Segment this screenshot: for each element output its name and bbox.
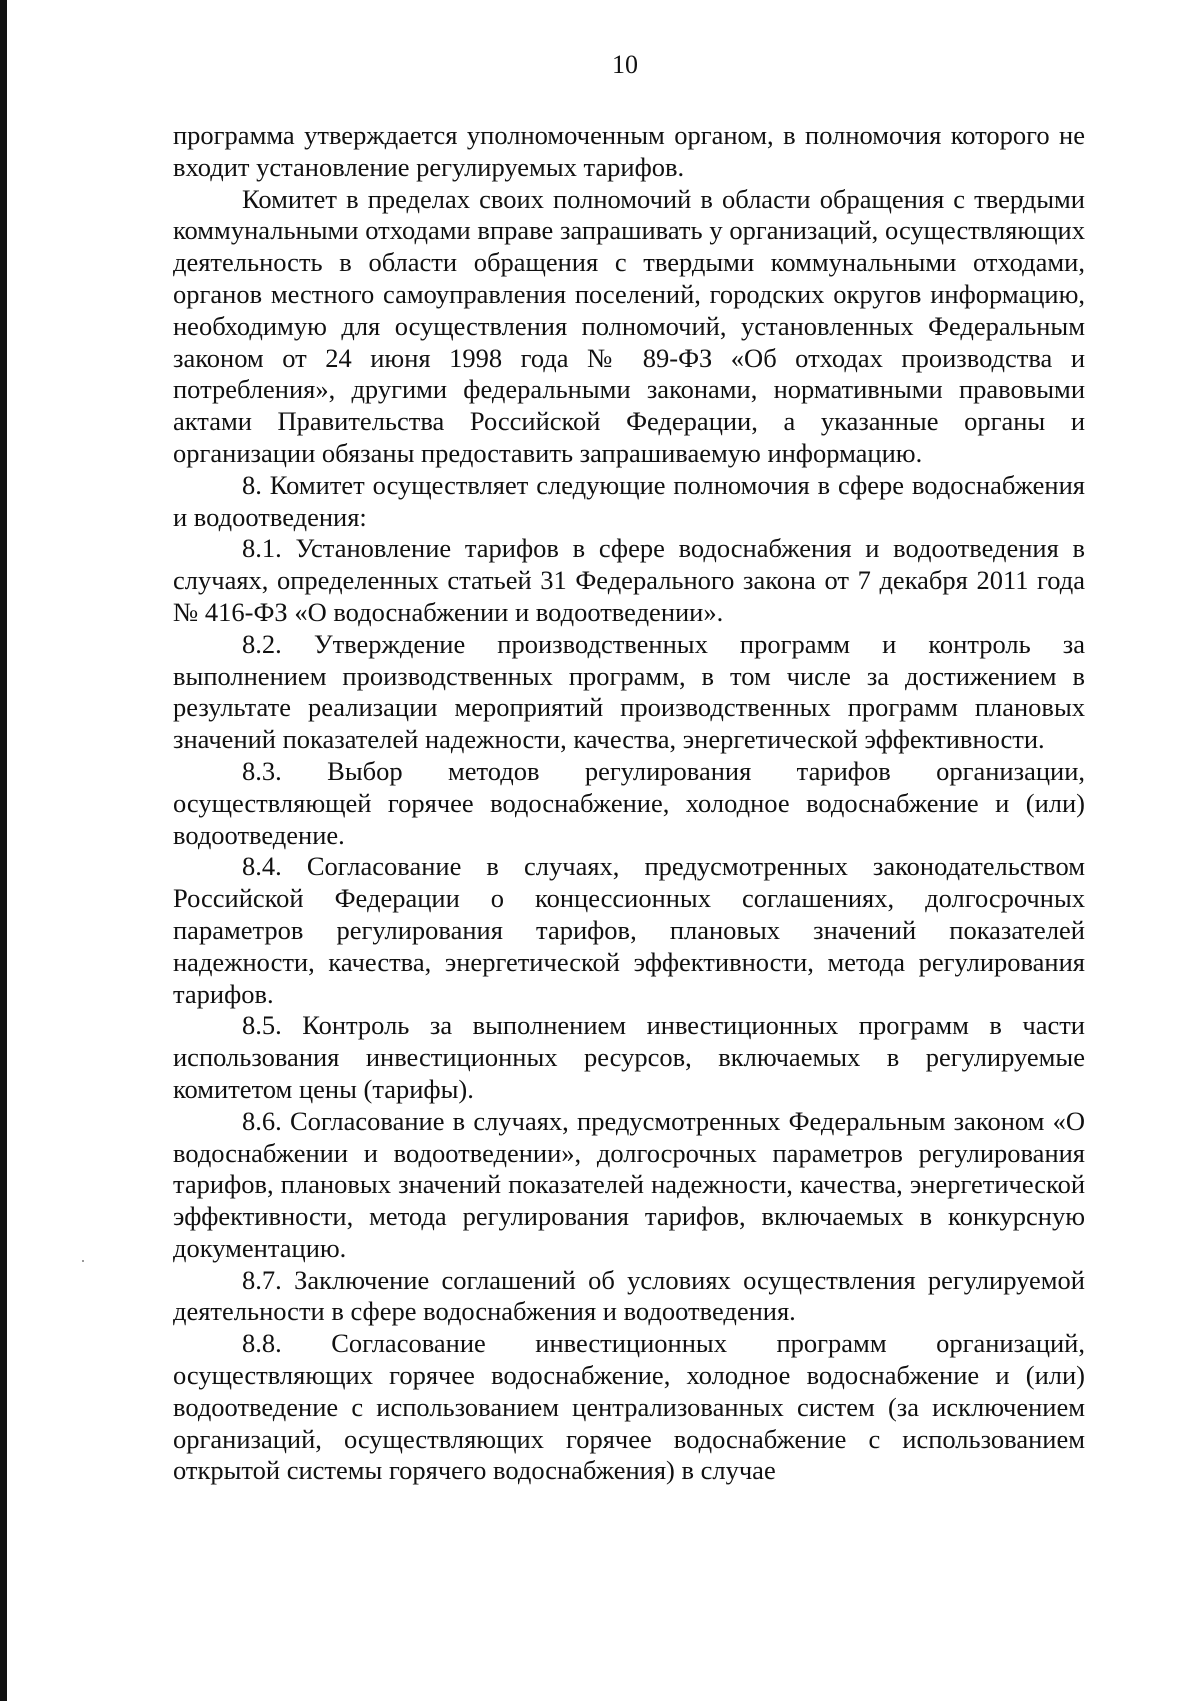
scan-speck bbox=[82, 1260, 84, 1262]
paragraph-8-7: 8.7. Заключение соглашений об условиях осуществления регулируемой деятельности в сфере водоснабжения и водоотведения. bbox=[173, 1264, 1085, 1327]
paragraph-section-8: 8. Комитет осуществляет следующие полномочия в сфере водоснабжения и водоотведения: bbox=[173, 469, 1085, 532]
paragraph-8-5: 8.5. Контроль за выполнением инвестиционных программ в части использования инвестиционных ресурсов, включаемых в регулируемые комитетом цены (тарифы). bbox=[173, 1010, 1085, 1104]
page-number: 10 bbox=[612, 50, 638, 79]
paragraph-continuation: программа утверждается уполномоченным органом, в полномочия которого не входит установление регулируемых тарифов. bbox=[173, 120, 1085, 182]
paragraph-committee-info-request: Комитет в пределах своих полномочий в области обращения с твердыми коммунальными отходами вправе запрашивать у организаций, осуществляющих деятельность в области обращения с твердыми коммунальными отходами, органов местного самоуправления поселений, городских округов информацию, необходимую для осуществления полномочий, установленных Федеральным законом от 24 июня 1998 года № 89-ФЗ «Об отходах производства и потребления», другими федеральными законами, нормативными правовыми актами Правительства Российской Федерации, а указанные органы и организации обязаны предоставить запрашиваемую информацию. bbox=[173, 183, 1085, 468]
document-body bbox=[173, 120, 1085, 1487]
scan-edge bbox=[0, 0, 7, 1701]
paragraph-8-3: 8.3. Выбор методов регулирования тарифов организации, осуществляющей горячее водоснабжение, холодное водоснабжение и (или) водоотведение. bbox=[173, 755, 1085, 850]
paragraph-8-2: 8.2. Утверждение производственных программ и контроль за выполнением производственных программ, в том числе за достижением в результате реализации мероприятий производственных программ плановых значений показателей надежности, качества, энергетической эффективности. bbox=[173, 628, 1085, 755]
paragraph-8-6: 8.6. Согласование в случаях, предусмотренных Федеральным законом «О водоснабжении и водоотведении», долгосрочных параметров регулирования тарифов, плановых значений показателей надежности, качества, энергетической эффективности, метода регулирования тарифов, включаемых в конкурсную документацию. bbox=[173, 1105, 1085, 1263]
paragraph-8-8: 8.8. Согласование инвестиционных программ организаций, осуществляющих горячее водоснабжение, холодное водоснабжение и (или) водоотведение с использованием централизованных систем (за исключением организаций, осуществляющих горячее водоснабжение с использованием открытой системы горячего водоснабжения) в случае bbox=[173, 1328, 1085, 1486]
paragraph-8-1: 8.1. Установление тарифов в сфере водоснабжения и водоотведения в случаях, определенных статьей 31 Федерального закона от 7 декабря 2011 года № 416-ФЗ «О водоснабжении и водоотведении». bbox=[173, 533, 1085, 627]
paragraph-8-4: 8.4. Согласование в случаях, предусмотренных законодательством Российской Федерации о концессионных соглашениях, долгосрочных параметров регулирования тарифов, плановых значений показателей надежности, качества, энергетической эффективности, метода регулирования тарифов. bbox=[173, 851, 1085, 1009]
